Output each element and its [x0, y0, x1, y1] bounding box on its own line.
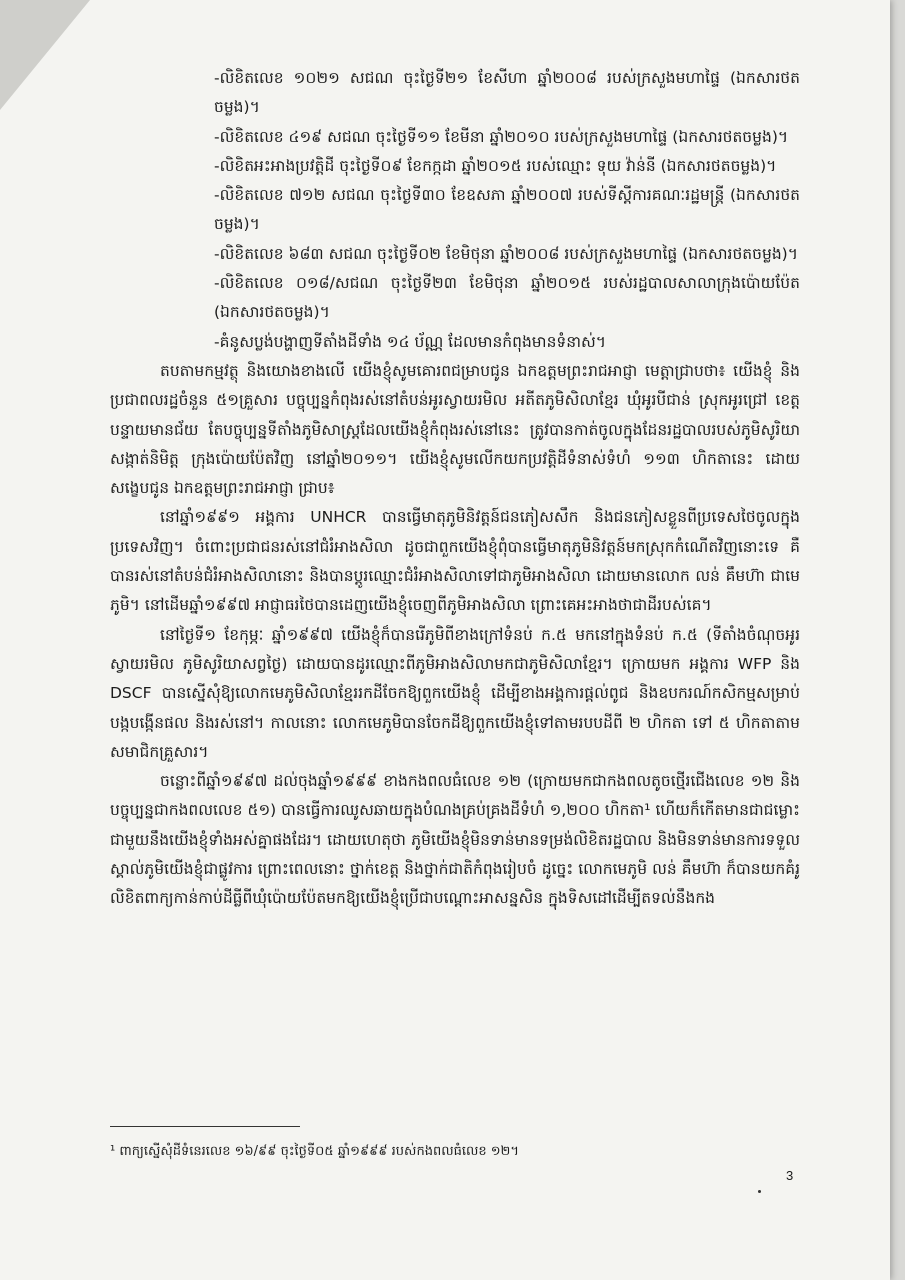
page-number: 3	[786, 1168, 794, 1183]
reference-item: -លិខិតអះអាងប្រវត្តិដី ចុះថ្ងៃទី០៩ ខែកក្កដា ឆ្នាំ២០១៥ របស់ឈ្មោះ ទុយ វ៉ាន់នី (ឯកសារថតចម្លង)។	[214, 156, 777, 175]
footnote-divider	[110, 1126, 300, 1127]
folded-corner	[0, 0, 90, 110]
reference-item: -លិខិតលេខ ៧១២ សជណ ចុះថ្ងៃទី៣០ ខែឧសភា ឆ្នាំ២០០៧ របស់ទីស្ដីការគណៈរដ្ឋមន្រ្តី (ឯកសារថតចម្លង)។	[214, 186, 800, 234]
scan-speck	[758, 1190, 761, 1193]
reference-item: -លិខិតលេខ ៦៨៣ សជណ ចុះថ្ងៃទី០២ ខែមិថុនា ឆ្នាំ២០០៨ របស់ក្រសួងមហាផ្ទៃ (ឯកសារថតចម្លង)។	[214, 244, 798, 263]
reference-item: -លិខិតលេខ ១០២១ សជណ ចុះថ្ងៃទី២១ ខែសីហា ឆ្នាំ២០០៨ របស់ក្រសួងមហាផ្ទៃ (ឯកសារថតចម្លង)។	[214, 69, 800, 117]
reference-item: -លិខិតលេខ ៤១៩ សជណ ចុះថ្ងៃទី១១ ខែមីនា ឆ្នាំ២០១០ របស់ក្រសួងមហាផ្ទៃ (ឯកសារថតចម្លង)។	[214, 127, 789, 146]
body-paragraph: ចន្លោះពីឆ្នាំ១៩៩៧ ដល់ចុងឆ្នាំ១៩៩៩ ខាងកងពលធំលេខ ១២ (ក្រោយមកជាកងពលតូចថ្មើរជើងលេខ ១២ និងបច្ចុប្បន្នជាកងពលលេខ ៥១) បានធ្វើការឈូសឆាយក្នុងបំណងគ្រប់គ្រងដីទំហំ ១,២០០ ហិកតា¹ ហើយក៏កើតមានជាជម្លោះជាមួយនឹងយើងខ្ញុំទាំងអស់គ្នាផងដែរ។ ដោយហេតុថា ភូមិយើងខ្ញុំមិនទាន់មានទម្រង់លិខិតរដ្ឋបាល និងមិនទាន់មានការទទួលស្គាល់ភូមិយើងខ្ញុំជាផ្លូវការ ព្រោះពេលនោះ ថ្នាក់ខេត្ត និងថ្នាក់ជាតិកំពុងរៀបចំ ដូច្នេះ លោកមេភូមិ លន់ គឹមហ៊ា ក៏បានយកគំរូលិខិតពាក្យកាន់កាប់ដីធ្លីពីឃុំប៉ោយប៉ែតមកឱ្យយើងខ្ញុំប្រើជាបណ្តោះអាសន្នសិន ក្នុងទិសដៅដើម្បីតទល់នឹងកង	[110, 772, 800, 908]
reference-item: -លិខិតលេខ ០១៨/សជណ ចុះថ្ងៃទី២៣ ខែមិថុនា ឆ្នាំ២០១៥ របស់រដ្ឋបាលសាលាក្រុងប៉ោយប៉ែត (ឯកសារថតចម្លង)។	[214, 274, 800, 322]
footnote: ¹ ពាក្យស្នើសុំដីទំនេរលេខ ១៦/៩៩ ចុះថ្ងៃទី០៥ ឆ្នាំ១៩៩៩ របស់កងពលធំលេខ ១២។	[110, 1144, 519, 1159]
reference-item: -គំនូសប្លង់បង្ហាញទីតាំងដីទាំង ១៤ ប័ណ្ណ ដែលមានកំពុងមានទំនាស់។	[214, 332, 606, 351]
body-paragraph: នៅឆ្នាំ១៩៩១ អង្គការ UNHCR បានធ្វើមាតុភូមិនិវត្តន៍ជនភៀសសឹក និងជនភៀសខ្លួនពីប្រទេសថៃចូលក្នុងប្រទេសវិញ។ ចំពោះប្រជាជនរស់នៅជំរំអាងសិលា ដូចជាពួកយើងខ្ញុំពុំបានធ្វើមាតុភូមិនិវត្តន៍មកស្រុកកំណើតវិញនោះទេ គឺបានរស់នៅតំបន់ជំរំអាងសិលានោះ និងបានប្តូរឈ្មោះជំរំអាងសិលាទៅជាភូមិអាងសិលា ដោយមានលោក លន់ គឹមហ៊ា ជាមេភូមិ។ នៅដើមឆ្នាំ១៩៩៧ អាជ្ញាធរថៃបានដេញយើងខ្ញុំចេញពីភូមិអាងសិលា ព្រោះគេអះអាងថាជាដីរបស់គេ។	[110, 508, 800, 615]
body-paragraph: តបតាមកម្មវត្ថុ និងយោងខាងលើ យើងខ្ញុំសូមគោរពជម្រាបជូន ឯកឧត្តមព្រះរាជអាជ្ញា មេត្តាជ្រាបថា៖ យើងខ្ញុំ និងប្រជាពលរដ្ឋចំនួន ៥១គ្រួសារ បច្ចុប្បន្នកំពុងរស់នៅតំបន់អូរស្វាយរមិល អតីតភូមិសិលាខ្មែរ ឃុំអូរបីជាន់ ស្រុកអូរជ្រៅ ខេត្តបន្ទាយមានជ័យ តែបច្ចុប្បន្នទីតាំងភូមិសាស្រ្តដែលយើងខ្ញុំកំពុងរស់នៅនេះ ត្រូវបានកាត់ចូលក្នុងដែនរដ្ឋបាលរបស់ភូមិសូរិយា សង្កាត់និមិត្ត ក្រុងប៉ោយប៉ែតវិញ នៅឆ្នាំ២០១១។ យើងខ្ញុំសូមលើកយកប្រវត្តិដីទំនាស់ទំហំ ១១៣ ហិកតានេះ ដោយសង្ខេបជូន ឯកឧត្តមព្រះរាជអាជ្ញា ជ្រាប៖	[110, 361, 800, 498]
document-body	[110, 64, 800, 914]
body-paragraph: នៅថ្ងៃទី១ ខែកុម្ភៈ ឆ្នាំ១៩៩៧ យើងខ្ញុំក៏បានរើភូមិពីខាងក្រៅទំនប់ ក.៥ មកនៅក្នុងទំនប់ ក.៥ (ទីតាំងចំណុចអូរស្វាយរមិល ភូមិសូរិយាសព្វថ្ងៃ) ដោយបានដូរឈ្មោះពីភូមិអាងសិលាមកជាភូមិសិលាខ្មែរ។ ក្រោយមក អង្គការ WFP និង DSCF បានស្នើសុំឱ្យលោកមេភូមិសិលាខ្មែររកដីចែកឱ្យពួកយើងខ្ញុំ ដើម្បីខាងអង្គការផ្តល់ពូជ និងឧបករណ៍កសិកម្មសម្រាប់បង្កបង្កើនផល និងរស់នៅ។ កាលនោះ លោកមេភូមិបានចែកដីឱ្យពួកយើងខ្ញុំទៅតាមរបបដីពី ២ ហិកតា ទៅ ៥ ហិកតាតាមសមាជិកគ្រួសារ។	[110, 625, 800, 761]
